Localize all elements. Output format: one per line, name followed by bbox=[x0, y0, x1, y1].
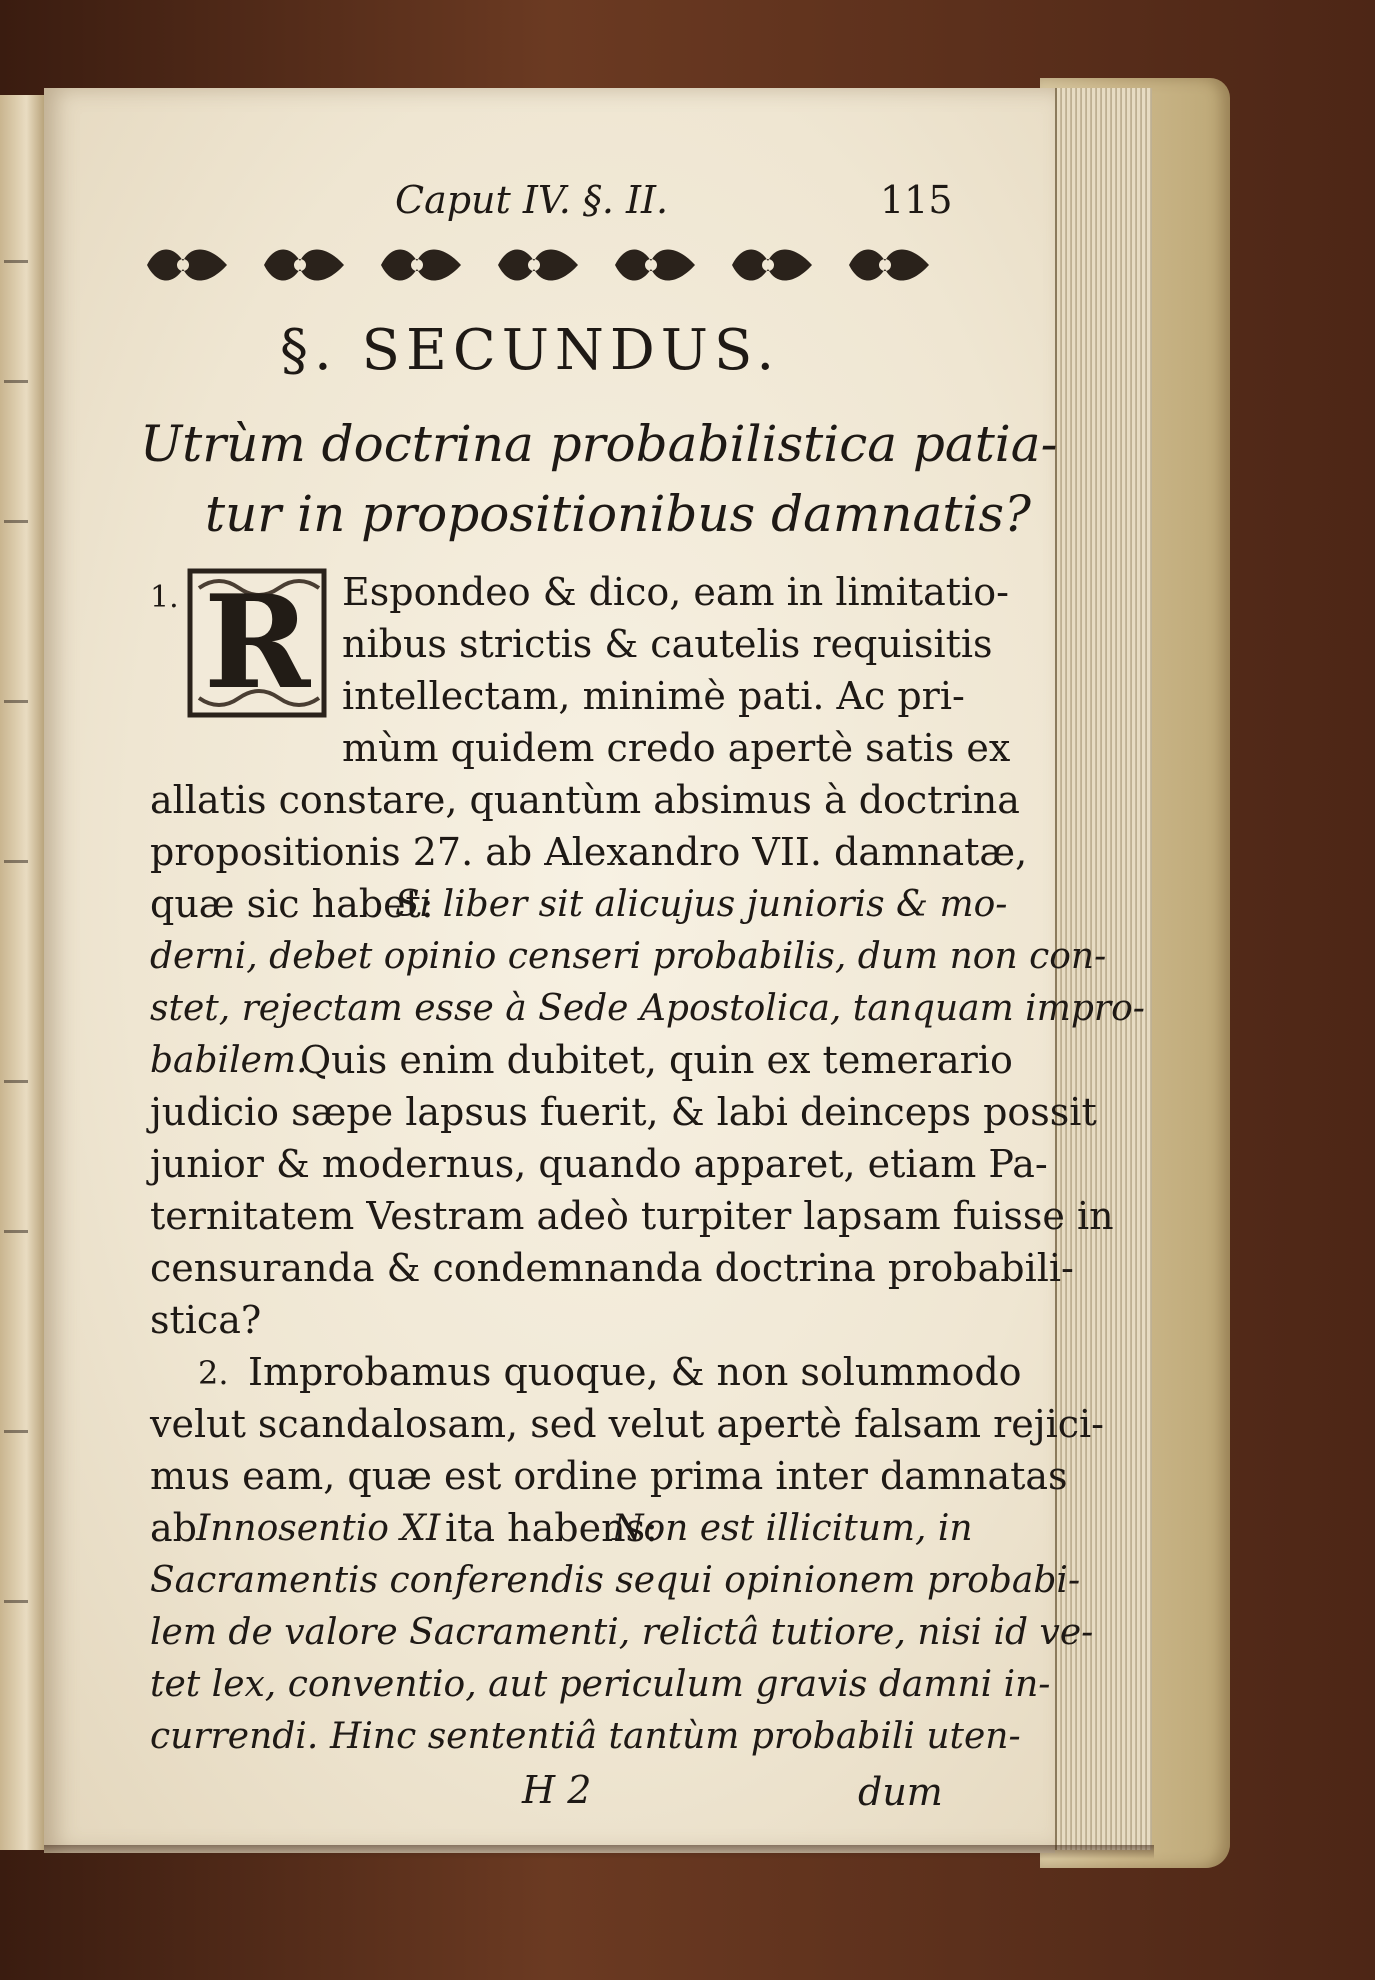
quotation-line: tet lex, conventio, aut periculum gravis damni in- bbox=[150, 1664, 1051, 1705]
fleuron-icon bbox=[728, 239, 816, 291]
text-line: ternitatem Vestram adeò turpiter lapsam fuisse in bbox=[150, 1194, 1114, 1238]
decorative-ornament-band bbox=[143, 236, 933, 294]
text-line: stica? bbox=[150, 1298, 262, 1342]
fleuron-icon bbox=[611, 239, 699, 291]
text-line: mus eam, quæ est ordine prima inter damnatas bbox=[150, 1454, 1068, 1498]
quotation-line: Sacramentis conferendis sequi opinionem probabi- bbox=[150, 1560, 1081, 1601]
quotation-line: stet, rejectam esse à Sede Apostolica, tanquam impro- bbox=[150, 988, 1145, 1029]
quotation-line: currendi. bbox=[150, 1716, 319, 1757]
quotation-line: Si liber sit alicujus junioris & mo- bbox=[395, 884, 1008, 925]
text-line: Quis enim dubitet, quin ex temerario bbox=[300, 1038, 1013, 1082]
quotation-line: derni, debet opinio censeri probabilis, dum non con- bbox=[150, 936, 1107, 977]
fleuron-icon bbox=[494, 239, 582, 291]
drop-cap-letter: R bbox=[203, 568, 311, 718]
text-line: ita habens: bbox=[445, 1506, 658, 1550]
page-shadow bbox=[44, 1845, 1154, 1859]
facing-page-edge bbox=[0, 95, 46, 1850]
fleuron-icon bbox=[143, 239, 231, 291]
fleuron-icon bbox=[377, 239, 465, 291]
text-line: junior & modernus, quando apparet, etiam Pa- bbox=[150, 1142, 1048, 1186]
text-line: nibus strictis & cautelis requisitis bbox=[342, 622, 993, 666]
text-line: censuranda & condemnanda doctrina probabili- bbox=[150, 1246, 1074, 1290]
text-line: judicio sæpe lapsus fuerit, & labi deinceps possit bbox=[150, 1090, 1097, 1134]
text-line: ab bbox=[150, 1506, 197, 1550]
running-head: Caput IV. §. II. bbox=[395, 178, 669, 222]
text-line: velut scandalosam, sed velut apertè falsam rejici- bbox=[150, 1402, 1105, 1446]
question-title-line: Utrùm doctrina probabilistica patia- bbox=[140, 415, 1058, 473]
quotation-line: babilem. bbox=[150, 1040, 308, 1081]
paragraph-number: 2. bbox=[198, 1354, 229, 1392]
catchword: dum bbox=[858, 1770, 943, 1814]
fleuron-icon bbox=[845, 239, 933, 291]
text-line: allatis constare, quantùm absimus à doctrina bbox=[150, 778, 1020, 822]
text-line: Espondeo & dico, eam in limitatio- bbox=[342, 570, 1009, 614]
name-reference: Innosentio XI bbox=[196, 1508, 441, 1549]
text-line: intellectam, minimè pati. Ac pri- bbox=[342, 674, 965, 718]
fleuron-icon bbox=[260, 239, 348, 291]
section-heading: §. SECUNDUS. bbox=[280, 318, 781, 383]
paragraph-number: 1. bbox=[150, 580, 179, 615]
signature-mark: H 2 bbox=[522, 1768, 592, 1812]
text-line: mùm quidem credo apertè satis ex bbox=[342, 726, 1011, 770]
text-line: Improbamus quoque, & non solummodo bbox=[248, 1350, 1022, 1394]
quotation-line: Hinc sententiâ tantùm probabili uten- bbox=[330, 1716, 1021, 1757]
decorated-initial bbox=[187, 568, 327, 718]
question-title-line: tur in propositionibus damnatis? bbox=[205, 485, 1031, 543]
quotation-line: Non est illicitum, in bbox=[612, 1508, 973, 1549]
text-line: propositionis 27. ab Alexandro VII. damnatæ, bbox=[150, 830, 1028, 874]
page-number: 115 bbox=[880, 178, 953, 222]
text-line: quæ sic habet: bbox=[150, 882, 434, 926]
quotation-line: lem de valore Sacramenti, relictâ tutiore, nisi id ve- bbox=[150, 1612, 1094, 1653]
